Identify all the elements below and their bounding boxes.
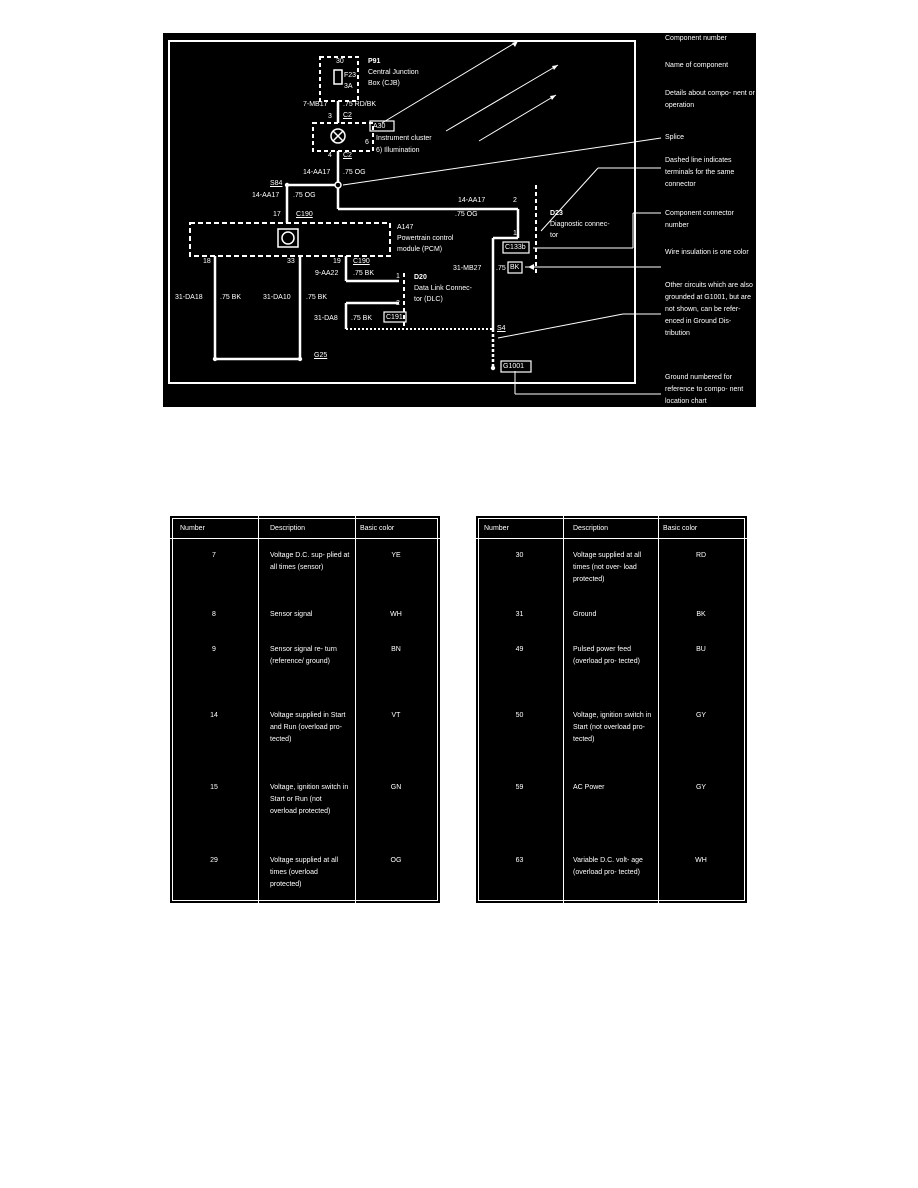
- dlc-name2: tor (DLC): [414, 296, 443, 303]
- fuse-pin-label: 30: [336, 58, 344, 65]
- annotation-wire-insulation: Wire insulation is one color: [665, 249, 749, 256]
- wire-mid-label: 14-AA17: [303, 169, 331, 176]
- table-cell-description: Sensor signal: [270, 611, 313, 618]
- s4-label: S4: [497, 325, 506, 332]
- leader-details: [479, 95, 556, 141]
- a30-label: A30: [373, 123, 386, 130]
- table-cell-number: 63: [515, 857, 524, 864]
- wire-left-label: 14-AA17: [252, 192, 280, 199]
- annotation-dashed-line: Dashed line indicates terminals for the same connector: [665, 157, 735, 188]
- d23-name: Diagnostic connec-: [550, 221, 610, 228]
- c133b-label: C133b: [505, 244, 526, 251]
- wire-aa22-spec: .75 BK: [353, 270, 375, 277]
- wire-right-label: 14-AA17: [458, 197, 486, 204]
- pin33-label: 33: [287, 258, 295, 265]
- c191-label: C191: [386, 314, 403, 321]
- wire-da8-label: 31-DA8: [314, 315, 338, 322]
- table-cell-description: Voltage supplied at all times (overload protected): [270, 857, 339, 888]
- table-cell-description: Pulsed power feed (overload pro- tected): [573, 646, 640, 665]
- pin1-dlc-label: 1: [396, 273, 400, 280]
- pin4-label: 4: [328, 152, 332, 159]
- table-cell-color: GN: [390, 784, 402, 791]
- table-cell-description: Voltage, ignition switch in Start (not overload pro- tected): [573, 712, 652, 743]
- wire-da10-spec: .75 BK: [306, 294, 328, 301]
- table-cell-description: Voltage D.C. sup- plied at all times (sensor): [270, 552, 350, 571]
- table-cell-description: AC Power: [573, 784, 605, 791]
- wire-da8-spec: .75 BK: [351, 315, 373, 322]
- table-cell-color: VT: [391, 712, 401, 719]
- pin3-label: 3: [328, 113, 332, 120]
- leader-name: [446, 65, 558, 131]
- leader-other-circuits: [498, 314, 623, 338]
- table-cell-number: 59: [515, 784, 524, 791]
- c190-bot-label: C190: [353, 258, 370, 265]
- s84-label: S84: [270, 180, 283, 187]
- leader-component-number: [382, 41, 518, 123]
- table-cell-color: RD: [695, 552, 707, 559]
- wire-da10-label: 31-DA10: [263, 294, 291, 301]
- table-cell-number: 15: [210, 784, 218, 791]
- fuse-symbol: [334, 70, 342, 84]
- header-basic-color: Basic color: [360, 525, 395, 532]
- d23-name2: tor: [550, 232, 559, 239]
- annotation-other-circuits: Other circuits which are also grounded at G1001, but are not shown, can be refer- enced in Ground Dis- tribution: [665, 282, 753, 337]
- annotation-component-name: Name of component: [665, 62, 729, 69]
- wire-left-spec: .75 OG: [293, 192, 316, 199]
- wire-aa22-label: 9-AA22: [315, 270, 339, 277]
- dlc-name: Data Link Connec-: [414, 285, 472, 292]
- cjb-name: Central Junction: [368, 69, 419, 76]
- a147-label: A147: [397, 224, 414, 231]
- table-cell-number: 14: [210, 712, 218, 719]
- cluster-name: Instrument cluster: [376, 135, 432, 142]
- annotation-details: Details about compo- nent or operation: [665, 90, 755, 109]
- table-cell-color: BU: [696, 646, 706, 653]
- table-cell-color: WH: [390, 611, 402, 618]
- cluster-box: [313, 123, 373, 151]
- diagram-frame: [169, 41, 635, 383]
- annotation-component-number: Component number: [665, 35, 727, 42]
- wire-top-label: 7-MB17: [303, 101, 328, 108]
- table-cell-color: GY: [695, 784, 707, 791]
- wire-mb27-label: 31-MB27: [453, 265, 482, 272]
- g1001-label: G1001: [503, 363, 525, 370]
- pin6-label: 6: [365, 139, 369, 146]
- table-cell-description: Ground: [573, 611, 597, 618]
- table-cell-number: 9: [212, 646, 216, 653]
- d23-label: D23: [550, 210, 563, 217]
- header-basic-color: Basic color: [663, 525, 698, 532]
- table-cell-number: 8: [212, 611, 216, 618]
- pin17-label: 17: [273, 211, 281, 218]
- wiring-diagram: [163, 33, 756, 407]
- illum-label: 6) Illumination: [376, 147, 420, 154]
- table-cell-color: YE: [391, 552, 401, 559]
- table-cell-color: BN: [391, 646, 401, 653]
- wire-right-spec: .75 OG: [455, 211, 478, 218]
- pin1-right-label: 1: [513, 230, 517, 237]
- wire-da18-label: 31-DA18: [175, 294, 203, 301]
- wire-color-table-left: [170, 516, 440, 903]
- pin2-right-label: 2: [513, 197, 517, 204]
- pcm-name: Powertrain control: [397, 235, 454, 242]
- bk-label: BK: [510, 264, 520, 271]
- table-cell-description: Voltage, ignition switch in Start or Run (not overload protected): [270, 784, 349, 815]
- table-cell-description: Voltage supplied in Start and Run (overload pro- tected): [270, 712, 346, 743]
- table-cell-number: 7: [212, 552, 216, 559]
- table-cell-number: 50: [515, 712, 524, 719]
- table-cell-color: OG: [390, 857, 402, 864]
- table-cell-number: 49: [515, 646, 524, 653]
- header-description: Description: [270, 525, 306, 532]
- fuse-label: F23: [344, 72, 357, 79]
- wire-da18-spec: .75 BK: [220, 294, 242, 301]
- table-cell-color: WH: [695, 857, 707, 864]
- table-cell-description: Variable D.C. volt- age (overload pro- tected): [573, 857, 643, 876]
- annotation-connector-number: Component connector number: [665, 210, 734, 229]
- pcm-box: [190, 223, 390, 256]
- table-cell-number: 30: [515, 552, 524, 559]
- pin19-label: 19: [333, 258, 341, 265]
- table-cell-number: 29: [210, 857, 218, 864]
- d20-label: D20: [414, 274, 427, 281]
- wire-color-table-right: [476, 516, 747, 903]
- pcm-name2: module (PCM): [397, 246, 443, 253]
- wire-top-spec: .75 RD/BK: [343, 101, 377, 108]
- pin2-dlc-label: 2: [396, 300, 400, 307]
- header-number: Number: [484, 525, 509, 532]
- annotation-ground-number: Ground numbered for reference to compo- nent location chart: [665, 374, 744, 405]
- p91-label: P91: [368, 58, 381, 65]
- c2-bot-label: C2: [343, 152, 352, 159]
- table-cell-number: 31: [515, 611, 524, 618]
- table-cell-color: GY: [695, 712, 707, 719]
- wire-mid-spec: .75 OG: [343, 169, 366, 176]
- header-number: Number: [180, 525, 205, 532]
- table-cell-description: Voltage supplied at all times (not over- load protected): [573, 552, 642, 583]
- table-cell-description: Sensor signal re- turn (reference/ ground): [270, 646, 337, 665]
- g25-label: G25: [314, 352, 328, 359]
- cjb-box-label: Box (CJB): [368, 80, 400, 87]
- c2-top-label: C2: [343, 112, 352, 119]
- c190-top-label: C190: [296, 211, 313, 218]
- amps-label: 3A: [344, 83, 353, 90]
- annotation-splice: Splice: [665, 134, 685, 141]
- pin18-label: 18: [203, 258, 211, 265]
- header-description: Description: [573, 525, 609, 532]
- wire-mb27-spec: .75: [496, 265, 506, 272]
- table-cell-color: BK: [696, 611, 706, 618]
